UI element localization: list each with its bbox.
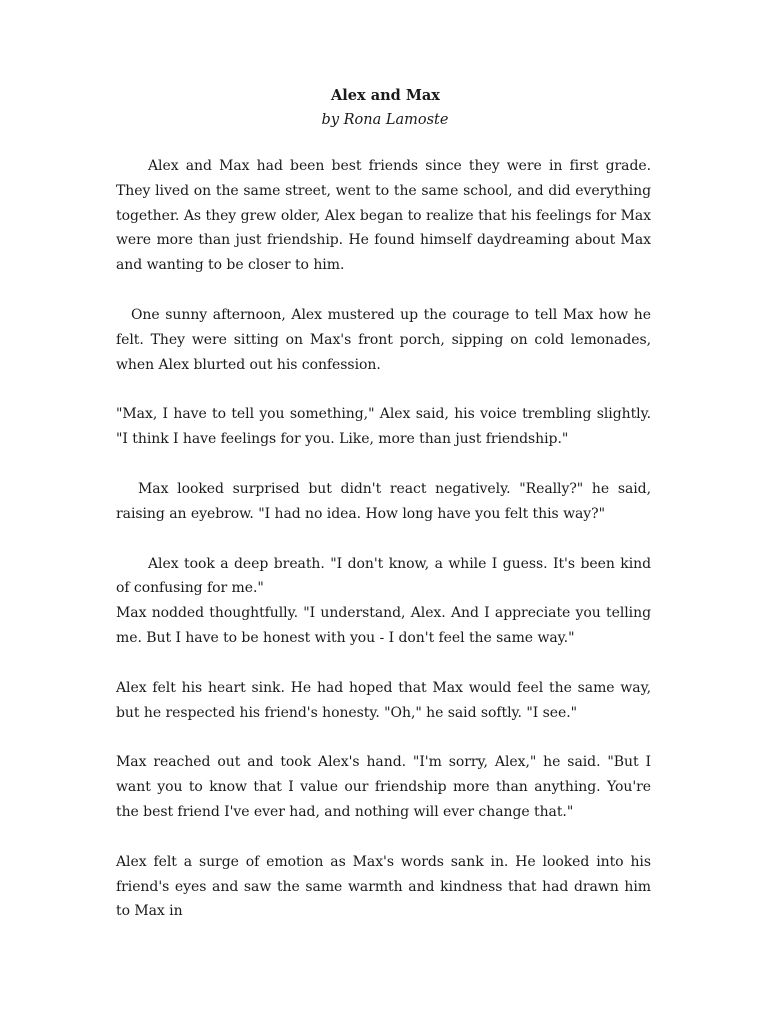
paragraph: Max nodded thoughtfully. "I understand, Alex. And I appreciate you telling me. But I have to be honest with you - I don't feel the same way.": [116, 605, 651, 646]
paragraph: Alex and Max had been best friends since they were in first grade. They lived on the same street, went to the same school, and did everything together. As they grew older, Alex began to realize that his feelings for Max were more than just friendship. He found himself daydreaming about Max and wanting to be closer to him.: [116, 158, 651, 274]
story-title: Alex and Max: [331, 87, 440, 104]
document-page: [116, 86, 651, 924]
paragraph: Alex took a deep breath. "I don't know, a while I guess. It's been kind of confusing for me.": [116, 555, 651, 597]
paragraph: Alex felt a surge of emotion as Max's words sank in. He looked into his friend's eyes and saw the same warmth and kindness that had drawn him to Max in: [116, 853, 651, 920]
story-byline: by Rona Lamoste: [321, 112, 449, 128]
paragraph: Max looked surprised but didn't react negatively. "Really?" he said, raising an eyebrow. "I had no idea. How long have you felt this way?": [116, 480, 651, 522]
paragraph: Max reached out and took Alex's hand. "I'm sorry, Alex," he said. "But I want you to know that I value our friendship more than anything. You're the best friend I've ever had, and nothing will ever change that.": [116, 754, 651, 820]
paragraph: "Max, I have to tell you something," Alex said, his voice trembling slightly. "I think I have feelings for you. Like, more than just friendship.": [116, 406, 651, 448]
paragraph: One sunny afternoon, Alex mustered up the courage to tell Max how he felt. They were sitting on Max's front porch, sipping on cold lemonades, when Alex blurted out his confession.: [116, 306, 651, 373]
paragraph: Alex felt his heart sink. He had hoped that Max would feel the same way, but he respected his friend's honesty. "Oh," he said softly. "I see.": [116, 679, 651, 721]
